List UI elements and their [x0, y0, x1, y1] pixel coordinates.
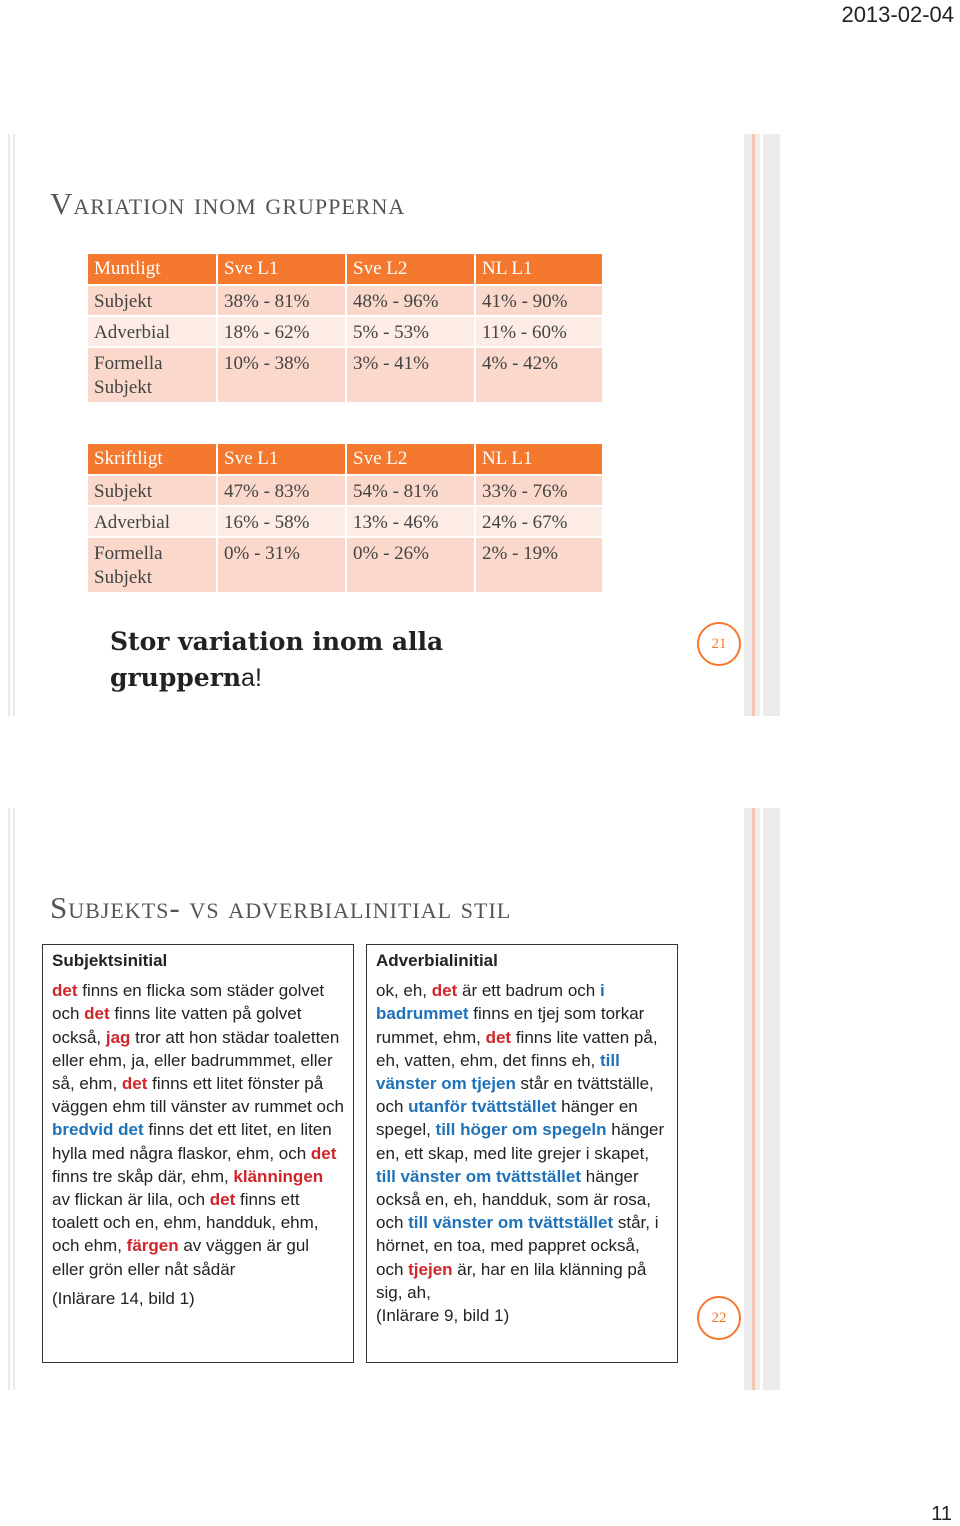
- slide-number-badge: 21: [697, 622, 741, 666]
- slide-22: [0, 808, 960, 1390]
- text-segment: hänger också en, eh, handduk, som är rosa, och: [376, 1166, 651, 1233]
- right-border-gap: [760, 134, 763, 716]
- highlighted-word: det: [431, 981, 458, 1001]
- table-cell: Adverbial: [88, 316, 217, 347]
- table-cell: 38% - 81%: [217, 285, 346, 316]
- quote-text: [52, 979, 345, 1281]
- table-row: [88, 285, 603, 316]
- conclusion-end: a!: [241, 664, 262, 692]
- box-heading: Adverbialinitial: [376, 951, 498, 970]
- text-segment: av flickan är lila, och: [52, 1190, 210, 1210]
- table-cell: Formella Subjekt: [88, 347, 217, 403]
- text-segment: är ett badrum och: [457, 981, 600, 1001]
- table-cell: 5% - 53%: [346, 316, 475, 347]
- text-segment: finns lite vatten på golvet också,: [52, 1004, 302, 1047]
- table-header-cell: NL L1: [475, 444, 603, 475]
- text-segment: är, har en lila klänning på sig, ah,: [376, 1259, 647, 1302]
- highlighted-word: till vänster om tvättstället: [376, 1166, 582, 1186]
- written-table: [88, 444, 604, 594]
- table-header-cell: Skriftligt: [88, 444, 217, 475]
- highlighted-word: det: [121, 1074, 148, 1094]
- highlighted-word: det: [52, 981, 78, 1001]
- left-border-line: [13, 808, 15, 1390]
- table-cell: Adverbial: [88, 506, 217, 537]
- highlighted-word: till höger om spegeln: [435, 1120, 607, 1140]
- box-heading: Subjektsinitial: [52, 951, 168, 970]
- highlighted-word: det: [84, 1004, 110, 1024]
- highlighted-word: det: [485, 1027, 512, 1047]
- table-header-cell: Muntligt: [88, 254, 217, 285]
- table-cell: 3% - 41%: [346, 347, 475, 403]
- text-segment: står en tvättställe, och: [376, 1074, 654, 1117]
- text-segment: finns en tjej som torkar rummet, ehm,: [376, 1004, 645, 1047]
- table-cell: 24% - 67%: [475, 506, 603, 537]
- table-header-cell: Sve L2: [346, 444, 475, 475]
- table-row: [88, 537, 603, 593]
- table-cell: 54% - 81%: [346, 475, 475, 506]
- adverbial-initial-box: [366, 944, 678, 1363]
- highlighted-word: bredvid: [52, 1120, 114, 1140]
- text-segment: tror att hon städar toaletten eller ehm, ja, eller badrummmet, eller så, ehm,: [52, 1027, 340, 1094]
- quote-source: (Inlärare 9, bild 1): [376, 1306, 510, 1326]
- highlighted-word: färgen: [126, 1236, 179, 1256]
- right-border-accent: [752, 808, 755, 1390]
- table-cell: 0% - 31%: [217, 537, 346, 593]
- highlighted-word: det: [209, 1190, 236, 1210]
- table-row: [88, 347, 603, 403]
- subject-initial-box: [42, 944, 354, 1363]
- table-row: [88, 506, 603, 537]
- right-border-gap: [760, 808, 763, 1390]
- table-cell: 33% - 76%: [475, 475, 603, 506]
- highlighted-word: tjejen: [408, 1259, 453, 1279]
- left-border-line: [13, 134, 15, 716]
- table-cell: 13% - 46%: [346, 506, 475, 537]
- slide-21: [0, 134, 960, 716]
- table-cell: Subjekt: [88, 475, 217, 506]
- table-cell: 48% - 96%: [346, 285, 475, 316]
- left-border-line: [8, 134, 10, 716]
- text-segment: finns ett litet fönster på väggen ehm till vänster av rummet och: [52, 1074, 344, 1117]
- text-segment: hänger en, ett skap, med lite grejer i skapet,: [376, 1120, 665, 1163]
- text-segment: av väggen är gul eller grön eller nåt sådär: [52, 1236, 310, 1279]
- table-row: [88, 316, 603, 347]
- highlighted-word: till vänster om tvättstället: [408, 1213, 614, 1233]
- table-cell: 47% - 83%: [217, 475, 346, 506]
- slide-number-badge: 22: [697, 1296, 741, 1340]
- quote-source: (Inlärare 14, bild 1): [52, 1288, 195, 1308]
- table-cell: 41% - 90%: [475, 285, 603, 316]
- table-cell: Formella Subjekt: [88, 537, 217, 593]
- slide-title: Variation inom grupperna: [50, 186, 406, 221]
- highlighted-word: det: [310, 1143, 337, 1163]
- text-segment: hänger en spegel,: [376, 1097, 638, 1140]
- table-cell: 11% - 60%: [475, 316, 603, 347]
- highlighted-word: i badrummet: [376, 981, 605, 1024]
- table-cell: 16% - 58%: [217, 506, 346, 537]
- text-segment: finns ett toalett och en, ehm, handduk, ehm, och ehm,: [52, 1190, 319, 1256]
- conclusion-text: [110, 624, 470, 696]
- quote-text: [376, 979, 669, 1304]
- table-header-cell: NL L1: [475, 254, 603, 285]
- text-segment: finns det ett litet, en liten hylla med några flaskor, ehm, och: [52, 1120, 332, 1163]
- table-header-cell: Sve L1: [217, 254, 346, 285]
- table-row: [88, 475, 603, 506]
- page-number: 11: [931, 1503, 952, 1525]
- table-cell: Subjekt: [88, 285, 217, 316]
- left-border-line: [8, 808, 10, 1390]
- highlighted-word: jag: [105, 1027, 131, 1047]
- table-cell: 10% - 38%: [217, 347, 346, 403]
- header-date: 2013-02-04: [841, 2, 954, 27]
- right-border-accent: [752, 134, 755, 716]
- table-cell: 2% - 19%: [475, 537, 603, 593]
- table-cell: 18% - 62%: [217, 316, 346, 347]
- text-segment: finns tre skåp där, ehm,: [52, 1166, 234, 1186]
- text-segment: finns en flicka som städer golvet och: [52, 981, 325, 1024]
- highlighted-word: till vänster om tjejen: [376, 1050, 620, 1094]
- table-cell: 0% - 26%: [346, 537, 475, 593]
- highlighted-word: det: [118, 1120, 144, 1140]
- conclusion-main: Stor variation inom alla gruppern: [110, 627, 444, 692]
- text-segment: ok, eh,: [376, 981, 432, 1001]
- table-cell: 4% - 42%: [475, 347, 603, 403]
- text-segment: står, i hörnet, en toa, med pappret också, och: [376, 1213, 659, 1279]
- slide-title: Subjekts- vs adverbialinitial stil: [50, 890, 512, 925]
- highlighted-word: utanför tvättstället: [408, 1097, 557, 1117]
- highlighted-word: klänningen: [233, 1166, 324, 1186]
- table-header-cell: Sve L2: [346, 254, 475, 285]
- spoken-table: [88, 254, 604, 404]
- table-header-cell: Sve L1: [217, 444, 346, 475]
- text-segment: finns lite vatten på, eh, vatten, ehm, det finns eh,: [376, 1027, 658, 1070]
